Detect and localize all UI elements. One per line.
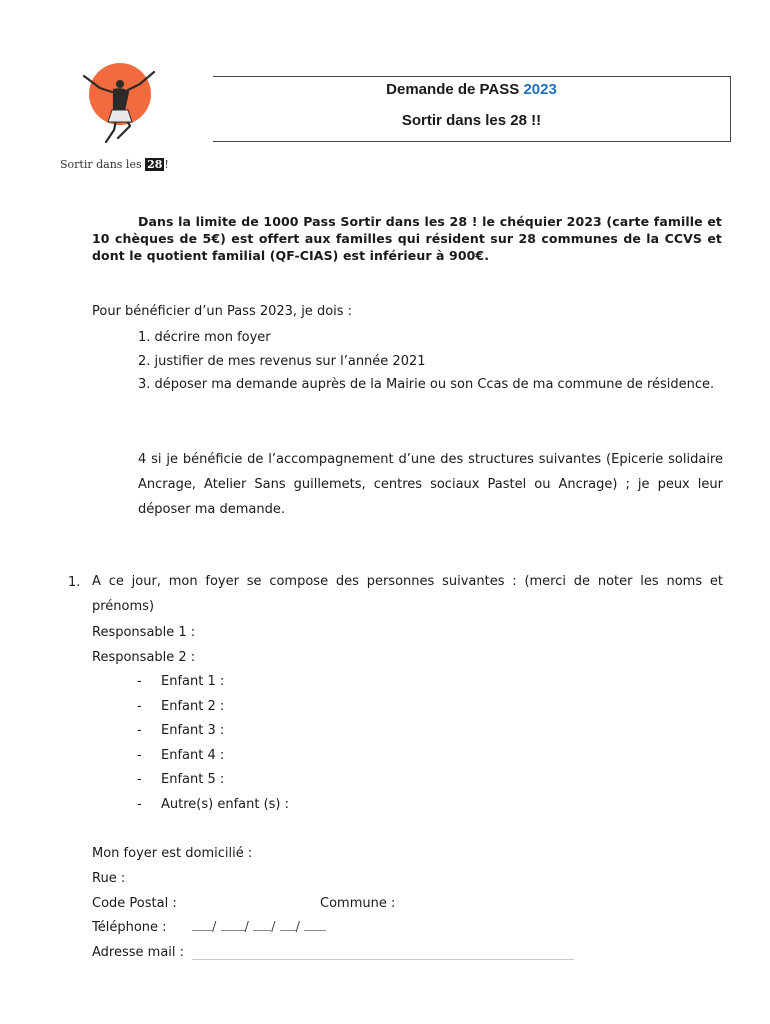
requirement-item: 3. déposer ma demande auprès de la Mairie ou son Ccas de ma commune de résidence. (138, 377, 715, 392)
email-field[interactable] (192, 959, 574, 960)
child-3-label: Enfant 3 : (161, 723, 225, 738)
household-intro: A ce jour, mon foyer se compose des personnes suivantes : (merci de noter les noms et prénoms) (92, 574, 723, 614)
logo-text-label: Sortir dans les (60, 158, 142, 171)
child-4-label: Enfant 4 : (161, 748, 225, 763)
logo-number: 28 (147, 158, 163, 171)
commune-label: Commune : (320, 896, 396, 911)
list-dash: - (137, 772, 142, 787)
section-number: 1. (68, 575, 81, 590)
other-children-label: Autre(s) enfant (s) : (161, 797, 290, 812)
page-title (213, 81, 730, 98)
requirement-item: 2. justifier de mes revenus sur l’année 2021 (138, 354, 426, 369)
page-subtitle: Sortir dans les 28 !! (401, 112, 542, 129)
requirement-item: 4 si je bénéficie de l’accompagnement d’une des structures suivantes (Epicerie solidaire Ancrage, Atelier Sans guillemets, centres sociaux Pastel ou Ancrage) ; je peux leur déposer ma demande. (138, 452, 723, 517)
list-dash: - (137, 723, 142, 738)
responsable-1-label: Responsable 1 : (92, 625, 196, 640)
telephone-label: Téléphone : (92, 920, 167, 935)
child-5-label: Enfant 5 : (161, 772, 225, 787)
phone-separator: / (271, 920, 276, 935)
requirements-lead: Pour bénéficier d’un Pass 2023, je dois : (92, 304, 353, 319)
title-year: 2023 (523, 81, 557, 98)
responsable-2-label: Responsable 2 : (92, 650, 196, 665)
code-postal-label: Code Postal : (92, 896, 177, 911)
dancer-logo-icon (74, 58, 164, 158)
intro-paragraph: Dans la limite de 1000 Pass Sortir dans les 28 ! le chéquier 2023 (carte famille et 10 chèques de 5€) est offert aux familles qui résident sur 28 communes de la CCVS et dont le quotient familial (QF-CIAS) est inférieur à 900€. (92, 214, 722, 263)
logo (60, 58, 172, 178)
email-label: Adresse mail : (92, 945, 185, 960)
list-dash: - (137, 797, 142, 812)
child-2-label: Enfant 2 : (161, 699, 225, 714)
phone-field[interactable] (192, 920, 326, 935)
phone-separator: / (212, 920, 217, 935)
logo-suffix: ! (164, 158, 169, 171)
title-prefix: Demande de PASS (386, 81, 520, 98)
list-dash: - (137, 674, 142, 689)
child-1-label: Enfant 1 : (161, 674, 225, 689)
rue-label: Rue : (92, 871, 126, 886)
list-dash: - (137, 699, 142, 714)
phone-separator: / (244, 920, 249, 935)
list-dash: - (137, 748, 142, 763)
logo-text (60, 158, 180, 171)
phone-separator: / (295, 920, 300, 935)
domicile-label: Mon foyer est domicilié : (92, 846, 253, 861)
title-box (213, 76, 731, 142)
requirement-item: 1. décrire mon foyer (138, 330, 271, 345)
